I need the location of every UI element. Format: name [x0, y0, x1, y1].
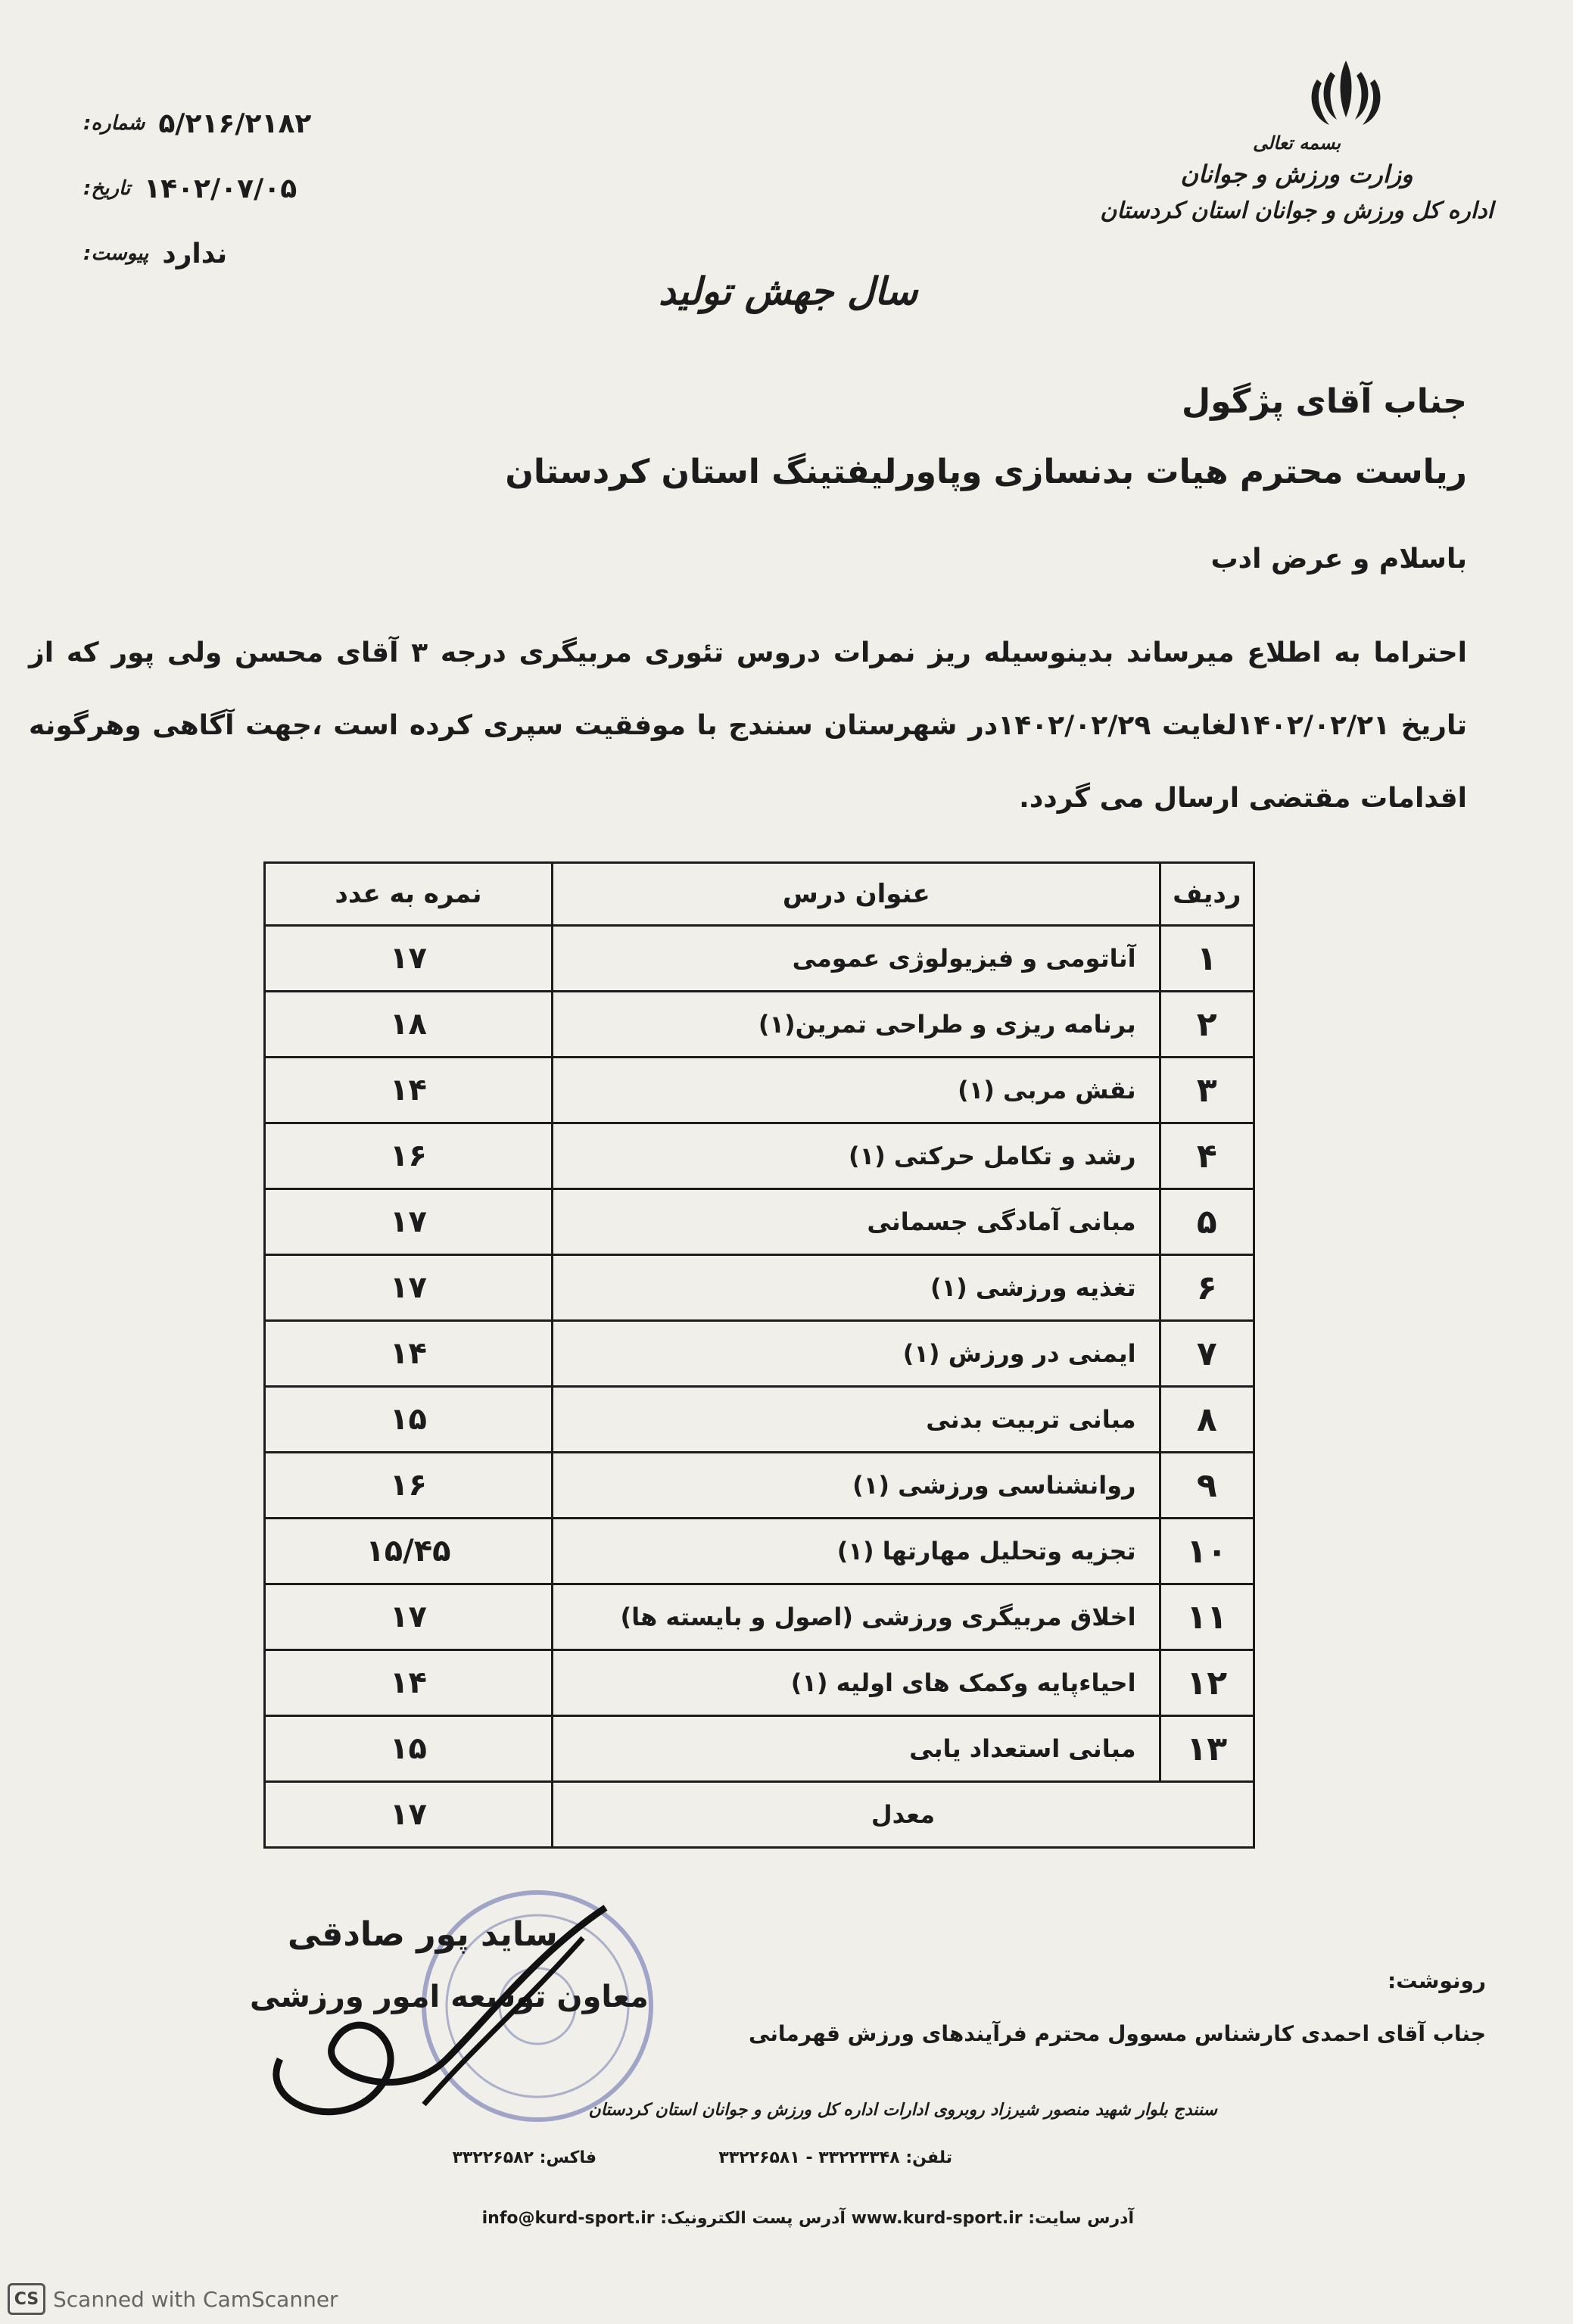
course-title: نقش مربی (۱) — [552, 1058, 1160, 1123]
course-title: مبانی استعداد یابی — [552, 1716, 1160, 1782]
table-row — [265, 1716, 1254, 1782]
table-row — [265, 1189, 1254, 1255]
number-value: ۵/۲۱۶/۲۱۸۲ — [158, 107, 312, 139]
row-number: ۱۱ — [1160, 1584, 1254, 1650]
table-row — [265, 1453, 1254, 1519]
course-title: مبانی تربیت بدنی — [552, 1387, 1160, 1453]
footer-phone: تلفن: ۳۳۲۲۳۳۴۸ - ۳۳۲۲۶۵۸۱ — [718, 2148, 952, 2167]
signer-role: معاون توسعه امور ورزشی — [250, 1980, 649, 2014]
greeting: باسلام و عرض ادب — [1210, 544, 1467, 575]
table-row — [265, 926, 1254, 992]
header-course-title: عنوان درس — [552, 863, 1160, 926]
average-row — [265, 1782, 1254, 1848]
letter-body: احتراما به اطلاع میرساند بدینوسیله ریز نمرات دروس تئوری مربیگری درجه ۳ آقای محسن ولی پور که از تاریخ ۱۴۰۲/۰۲/۲۱لغایت ۱۴۰۲/۰۲/۲۹در شهرستان سنندج با موفقیت سپری کرده است ،جهت آگاهی وهرگونه اقدامات مقتضی ارسال می گردد. — [29, 637, 1467, 814]
table-row — [265, 992, 1254, 1058]
grades-table — [263, 861, 1255, 1849]
course-grade: ۱۷ — [265, 1189, 553, 1255]
table-row — [265, 1519, 1254, 1584]
date-value: ۱۴۰۲/۰۷/۰۵ — [144, 173, 297, 204]
course-grade: ۱۵ — [265, 1716, 553, 1782]
table-row — [265, 1584, 1254, 1650]
table-row — [265, 1255, 1254, 1321]
footer-web: آدرس سایت: www.kurd-sport.ir آدرس پست الکترونیک: info@kurd-sport.ir — [481, 2209, 1134, 2228]
department-name: اداره کل ورزش و جوانان استان کردستان — [1100, 198, 1494, 224]
cc-label: رونوشت: — [1388, 1968, 1486, 1993]
attachment-value: ندارد — [162, 238, 228, 269]
camscanner-watermark — [8, 2283, 338, 2315]
addressee-title: ریاست محترم هیات بدنسازی وپاورلیفتینگ استان کردستان — [505, 453, 1467, 491]
row-number: ۵ — [1160, 1189, 1254, 1255]
row-number: ۳ — [1160, 1058, 1254, 1123]
course-title: احیاءپایه وکمک های اولیه (۱) — [552, 1650, 1160, 1716]
course-title: مبانی آمادگی جسمانی — [552, 1189, 1160, 1255]
table-row — [265, 1321, 1254, 1387]
course-title: ایمنی در ورزش (۱) — [552, 1321, 1160, 1387]
course-title: آناتومی و فیزیولوژی عمومی — [552, 926, 1160, 992]
row-number: ۸ — [1160, 1387, 1254, 1453]
row-number: ۴ — [1160, 1123, 1254, 1189]
addressee-name: جناب آقای پژگول — [1181, 382, 1467, 421]
course-grade: ۱۶ — [265, 1453, 553, 1519]
organization-header — [1100, 132, 1494, 224]
row-number: ۱۰ — [1160, 1519, 1254, 1584]
row-number: ۷ — [1160, 1321, 1254, 1387]
course-title: روانشناسی ورزشی (۱) — [552, 1453, 1160, 1519]
course-grade: ۱۴ — [265, 1321, 553, 1387]
course-title: برنامه ریزی و طراحی تمرین(۱) — [552, 992, 1160, 1058]
course-title: اخلاق مربیگری ورزشی (اصول و بایسته ها) — [552, 1584, 1160, 1650]
average-value: ۱۷ — [265, 1782, 553, 1848]
course-grade: ۱۵/۴۵ — [265, 1519, 553, 1584]
course-title: تجزیه وتحلیل مهارتها (۱) — [552, 1519, 1160, 1584]
course-grade: ۱۷ — [265, 926, 553, 992]
basmala: بسمه تعالی — [1252, 132, 1341, 154]
course-grade: ۱۴ — [265, 1058, 553, 1123]
row-number: ۱۲ — [1160, 1650, 1254, 1716]
course-grade: ۱۴ — [265, 1650, 553, 1716]
camscanner-label: Scanned with CamScanner — [53, 2286, 338, 2312]
row-number: ۶ — [1160, 1255, 1254, 1321]
year-slogan: سال جهش تولید — [659, 269, 918, 313]
row-number: ۲ — [1160, 992, 1254, 1058]
table-row — [265, 1058, 1254, 1123]
course-grade: ۱۸ — [265, 992, 553, 1058]
number-label: شماره: — [83, 112, 145, 135]
signer-name: ساید پور صادقی — [288, 1915, 558, 1954]
letter-meta — [83, 91, 371, 286]
table-row — [265, 1123, 1254, 1189]
course-grade: ۱۵ — [265, 1387, 553, 1453]
row-number: ۱۳ — [1160, 1716, 1254, 1782]
average-label: معدل — [552, 1782, 1254, 1848]
camscanner-logo-icon: CS — [8, 2283, 45, 2315]
footer-address: سنندج بلوار شهید منصور شیرزاد روبروی ادارات اداره کل ورزش و جوانان استان کردستان — [588, 2101, 1217, 2120]
table-header-row — [265, 863, 1254, 926]
date-label: تاریخ: — [83, 177, 131, 200]
table-row — [265, 1387, 1254, 1453]
footer-fax: فاکس: ۳۳۲۲۶۵۸۲ — [452, 2148, 596, 2167]
course-grade: ۱۷ — [265, 1584, 553, 1650]
iran-emblem-icon — [1300, 53, 1391, 129]
course-title: تغذیه ورزشی (۱) — [552, 1255, 1160, 1321]
row-number: ۹ — [1160, 1453, 1254, 1519]
course-grade: ۱۶ — [265, 1123, 553, 1189]
course-title: رشد و تکامل حرکتی (۱) — [552, 1123, 1160, 1189]
course-grade: ۱۷ — [265, 1255, 553, 1321]
row-number: ۱ — [1160, 926, 1254, 992]
cc-recipient: جناب آقای احمدی کارشناس مسوول محترم فرآیندهای ورزش قهرمانی — [749, 2021, 1486, 2046]
ministry-name: وزارت ورزش و جوانان — [1180, 160, 1413, 188]
table-row — [265, 1650, 1254, 1716]
attachment-label: پیوست: — [83, 242, 149, 265]
header-grade: نمره به عدد — [265, 863, 553, 926]
header-row-number: ردیف — [1160, 863, 1254, 926]
